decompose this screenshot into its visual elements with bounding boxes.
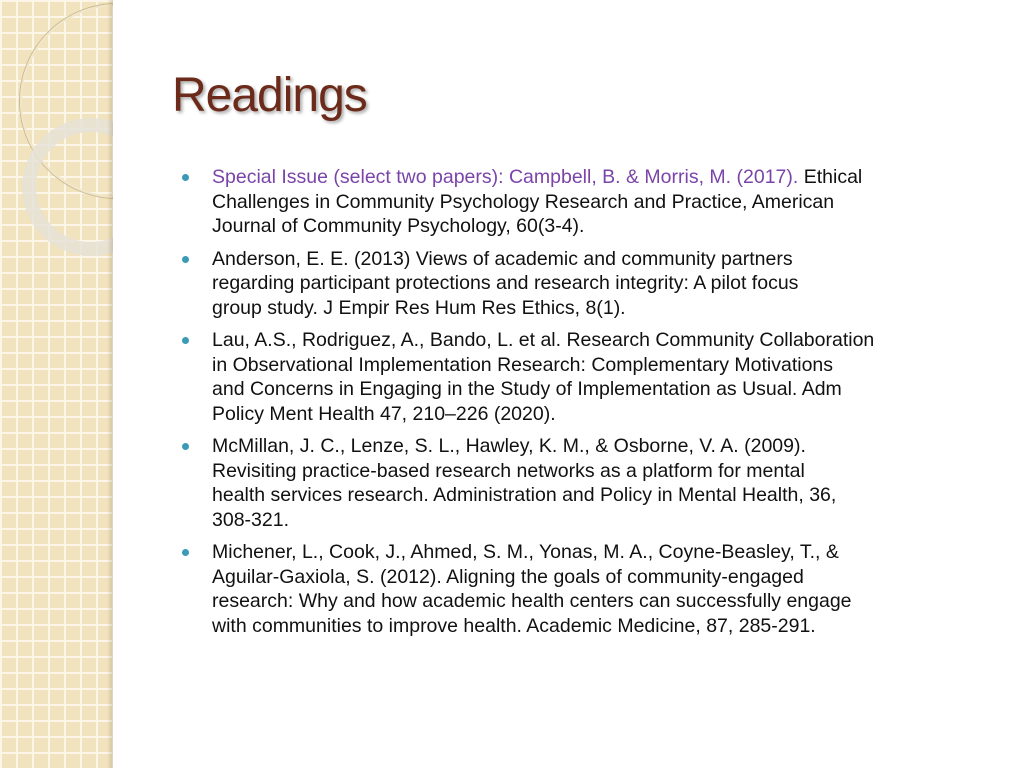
text-line: Challenges in Community Psychology Research and Practice, American	[212, 190, 835, 213]
slide-title: Readings	[172, 69, 367, 122]
text-line: Revisiting practice-based research networks as a platform for mental	[212, 459, 805, 482]
text-line: Aguilar-Gaxiola, S. (2012). Aligning the goals of community-engaged	[212, 565, 804, 588]
text-line: health services research. Administration and Policy in Mental Health, 36,	[212, 484, 837, 506]
text-line: with communities to improve health. Academic Medicine, 87, 285-291.	[212, 614, 816, 637]
bullet-icon	[182, 549, 189, 556]
list-item	[180, 434, 1000, 532]
text-line: Michener, L., Cook, J., Ahmed, S. M., Yonas, M. A., Coyne-Beasley, T., &	[212, 541, 839, 563]
list-item	[180, 247, 1000, 321]
list-item	[180, 165, 1000, 239]
text-line: McMillan, J. C., Lenze, S. L., Hawley, K. M., & Osborne, V. A. (2009).	[212, 435, 806, 457]
text-line: research: Why and how academic health centers can successfully engage	[212, 590, 852, 612]
decorative-sidebar	[0, 0, 113, 768]
special-issue-highlight: Special Issue (select two papers): Campbell, B. & Morris, M. (2017).	[212, 166, 799, 188]
readings-list	[180, 165, 1000, 646]
list-item	[180, 328, 1000, 426]
text-line: Journal of Community Psychology, 60(3-4).	[212, 215, 585, 237]
bullet-icon	[182, 443, 189, 450]
text-line: group study. J Empir Res Hum Res Ethics, 8(1).	[212, 296, 626, 319]
text-line: and Concerns in Engaging in the Study of Implementation as Usual. Adm	[212, 378, 842, 400]
text-line: Ethical	[798, 166, 863, 188]
text-line: Anderson, E. E. (2013) Views of academic and community partners	[212, 247, 793, 270]
bullet-icon	[182, 174, 189, 181]
list-item	[180, 540, 1000, 638]
bullet-icon	[182, 337, 189, 344]
bullet-icon	[182, 256, 189, 263]
text-line: Lau, A.S., Rodriguez, A., Bando, L. et al. Research Community Collaboration	[212, 329, 875, 351]
text-line: regarding participant protections and research integrity: A pilot focus	[212, 272, 799, 294]
text-line: in Observational Implementation Research: Complementary Motivations	[212, 353, 834, 376]
text-line: Policy Ment Health 47, 210–226 (2020).	[212, 402, 556, 425]
text-line: 308-321.	[212, 508, 289, 531]
